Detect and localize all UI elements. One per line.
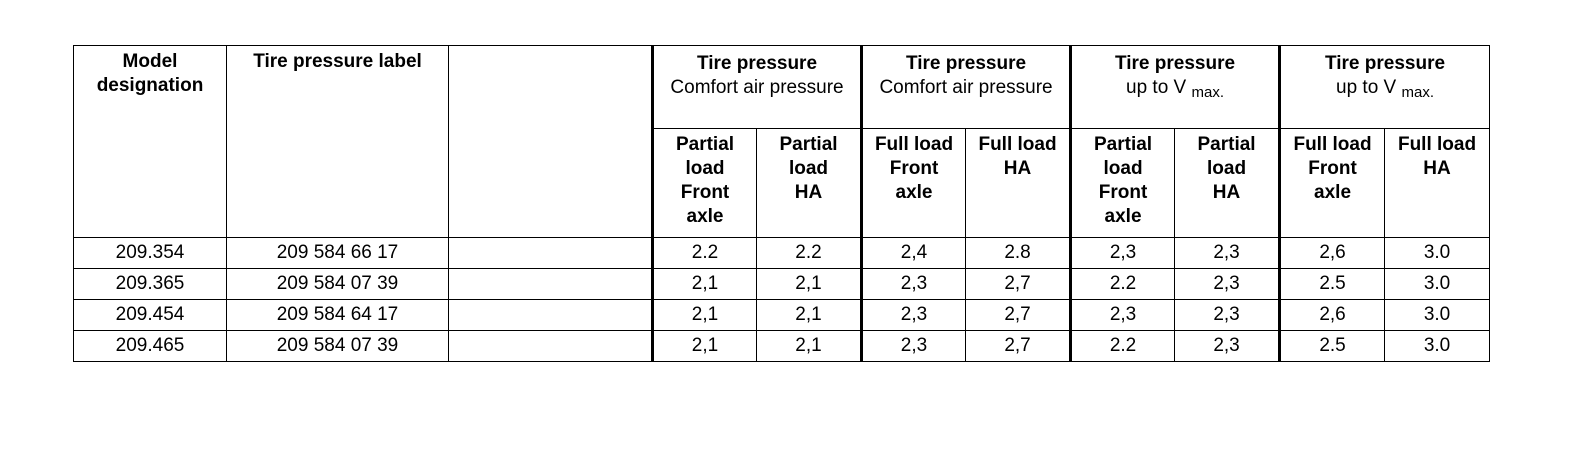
full-front-header: Full load Front axle xyxy=(1280,129,1385,238)
pressure-cell: 2,1 xyxy=(757,269,862,300)
pressure-cell: 2,1 xyxy=(757,300,862,331)
group-subtitle: Comfort air pressure xyxy=(879,77,1053,98)
model-header-line1: Model xyxy=(122,51,178,72)
label-cell: 209 584 66 17 xyxy=(227,238,449,269)
full-ha-header: Full load HA xyxy=(966,129,1071,238)
pressure-cell: 2,3 xyxy=(1071,300,1175,331)
comfort-group-header-1 xyxy=(653,46,862,129)
pressure-cell: 2,3 xyxy=(862,300,966,331)
full-front-header: Full load Front axle xyxy=(862,129,966,238)
pressure-cell: 3.0 xyxy=(1385,269,1490,300)
group-subtitle: up to V $_{max.}$ xyxy=(1126,77,1225,101)
pressure-cell: 2,1 xyxy=(653,300,757,331)
pressure-cell: 2,7 xyxy=(966,300,1071,331)
table-row xyxy=(74,300,1490,331)
blank-cell xyxy=(449,300,653,331)
pressure-cell: 2,1 xyxy=(757,331,862,362)
header-row-1 xyxy=(74,46,1490,129)
pressure-cell: 2,3 xyxy=(862,269,966,300)
pressure-cell: 2,6 xyxy=(1280,300,1385,331)
group-title: Tire pressure xyxy=(905,53,1027,74)
pressure-cell: 2.2 xyxy=(1071,269,1175,300)
model-cell: 209.454 xyxy=(74,300,227,331)
blank-header xyxy=(449,46,653,238)
pressure-cell: 2,6 xyxy=(1280,238,1385,269)
pressure-cell: 2.8 xyxy=(966,238,1071,269)
pressure-cell: 2,1 xyxy=(653,331,757,362)
tire-pressure-table xyxy=(73,45,1490,362)
tire-pressure-label-header: Tire pressure label xyxy=(227,46,449,238)
group-title: Tire pressure xyxy=(1115,53,1236,74)
pressure-cell: 2,4 xyxy=(862,238,966,269)
group-subtitle: Comfort air pressure xyxy=(670,77,844,98)
full-ha-header: Full load HA xyxy=(1385,129,1490,238)
model-cell: 209.365 xyxy=(74,269,227,300)
vmax-group-header-1 xyxy=(1071,46,1280,129)
pressure-cell: 2,3 xyxy=(1175,331,1280,362)
pressure-cell: 2,3 xyxy=(1071,238,1175,269)
model-header-line2: designation xyxy=(96,75,204,96)
table-row xyxy=(74,238,1490,269)
label-cell: 209 584 07 39 xyxy=(227,269,449,300)
blank-cell xyxy=(449,238,653,269)
pressure-cell: 2,1 xyxy=(653,269,757,300)
pressure-cell: 2,7 xyxy=(966,331,1071,362)
group-title: Tire pressure xyxy=(1325,53,1446,74)
pressure-cell: 2.5 xyxy=(1280,269,1385,300)
vmax-group-header-2 xyxy=(1280,46,1490,129)
pressure-cell: 2.2 xyxy=(1071,331,1175,362)
partial-front-header: Partial load Front axle xyxy=(653,129,757,238)
pressure-cell: 2.2 xyxy=(653,238,757,269)
pressure-cell: 2,7 xyxy=(966,269,1071,300)
label-cell: 209 584 07 39 xyxy=(227,331,449,362)
pressure-cell: 3.0 xyxy=(1385,300,1490,331)
partial-front-header: Partial load Front axle xyxy=(1071,129,1175,238)
group-subtitle: up to V $_{max.}$ xyxy=(1336,77,1435,101)
pressure-cell: 3.0 xyxy=(1385,331,1490,362)
blank-cell xyxy=(449,331,653,362)
model-cell: 209.354 xyxy=(74,238,227,269)
pressure-cell: 2,3 xyxy=(862,331,966,362)
comfort-group-header-2 xyxy=(862,46,1071,129)
pressure-cell: 2,3 xyxy=(1175,238,1280,269)
pressure-cell: 3.0 xyxy=(1385,238,1490,269)
partial-ha-header: Partial load HA xyxy=(757,129,862,238)
pressure-cell: 2.2 xyxy=(757,238,862,269)
group-title: Tire pressure xyxy=(696,53,818,74)
blank-cell xyxy=(449,269,653,300)
pressure-cell: 2.5 xyxy=(1280,331,1385,362)
table-row xyxy=(74,269,1490,300)
model-cell: 209.465 xyxy=(74,331,227,362)
pressure-cell: 2,3 xyxy=(1175,300,1280,331)
label-cell: 209 584 64 17 xyxy=(227,300,449,331)
pressure-cell: 2,3 xyxy=(1175,269,1280,300)
table-row xyxy=(74,331,1490,362)
model-designation-header xyxy=(74,46,227,238)
table-body xyxy=(74,238,1490,362)
partial-ha-header: Partial load HA xyxy=(1175,129,1280,238)
